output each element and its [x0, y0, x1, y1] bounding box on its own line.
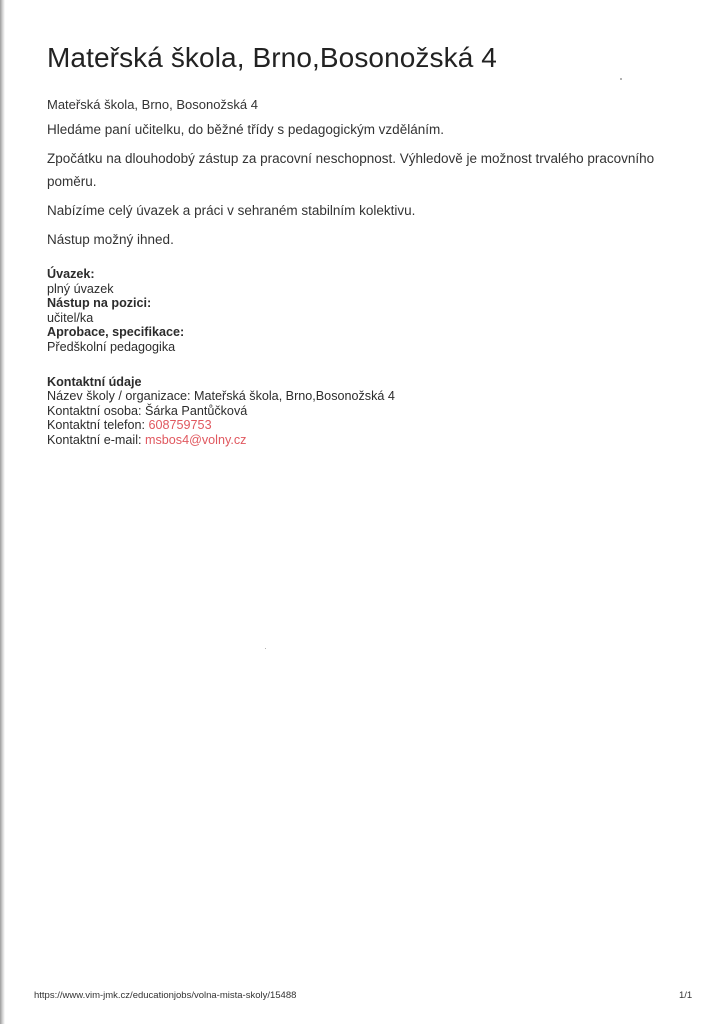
uvazek-label: Úvazek: [47, 267, 95, 281]
contacts-section [47, 375, 687, 448]
footer-page-number: 1/1 [679, 990, 693, 1001]
contact-person-label: Kontaktní osoba: [47, 403, 142, 418]
details-section [47, 267, 687, 355]
scan-edge-shadow [0, 0, 5, 1024]
nastup-label: Nástup na pozici: [47, 296, 152, 311]
contact-phone-link[interactable]: 608759753 [148, 418, 212, 433]
aprobace-label: Aprobace, specifikace: [47, 325, 185, 340]
intro-section [47, 96, 687, 251]
scan-speck [265, 648, 266, 649]
uvazek-value: plný úvazek [47, 281, 114, 296]
contact-org-label: Název školy / organizace: [47, 389, 191, 404]
contact-email-link[interactable]: msbos4@volny.cz [145, 432, 247, 447]
contact-person-row [47, 404, 687, 419]
intro-line: Mateřská škola, Brno, Bosonožská 4 [47, 97, 258, 112]
contact-email-row [47, 433, 687, 448]
nastup-value: učitel/ka [47, 310, 94, 325]
contact-phone-row [47, 418, 687, 433]
contact-org-row [47, 389, 687, 404]
aprobace-value: Předškolní pedagogika [47, 339, 176, 354]
contact-org-value: Mateřská škola, Brno,Bosonožská 4 [194, 389, 395, 404]
intro-line: Zpočátku na dlouhodobý zástup za pracovní neschopnost. Výhledově je možnost trvalého pracovního poměru. [47, 151, 655, 189]
intro-line: Hledáme paní učitelku, do běžné třídy s pedagogickým vzděláním. [47, 122, 444, 137]
job-posting-page [47, 40, 687, 448]
page-title: Mateřská škola, Brno,Bosonožská 4 [47, 42, 497, 73]
contact-email-label: Kontaktní e-mail: [47, 432, 142, 447]
contacts-heading: Kontaktní údaje [47, 374, 142, 389]
footer-url: https://www.vim-jmk.cz/educationjobs/volna-mista-skoly/15488 [34, 990, 297, 1001]
contact-person-value: Šárka Pantůčková [145, 403, 248, 418]
contact-phone-label: Kontaktní telefon: [47, 418, 146, 433]
intro-line: Nabízíme celý úvazek a práci v sehraném stabilním kolektivu. [47, 203, 416, 218]
intro-line: Nástup možný ihned. [47, 232, 174, 247]
